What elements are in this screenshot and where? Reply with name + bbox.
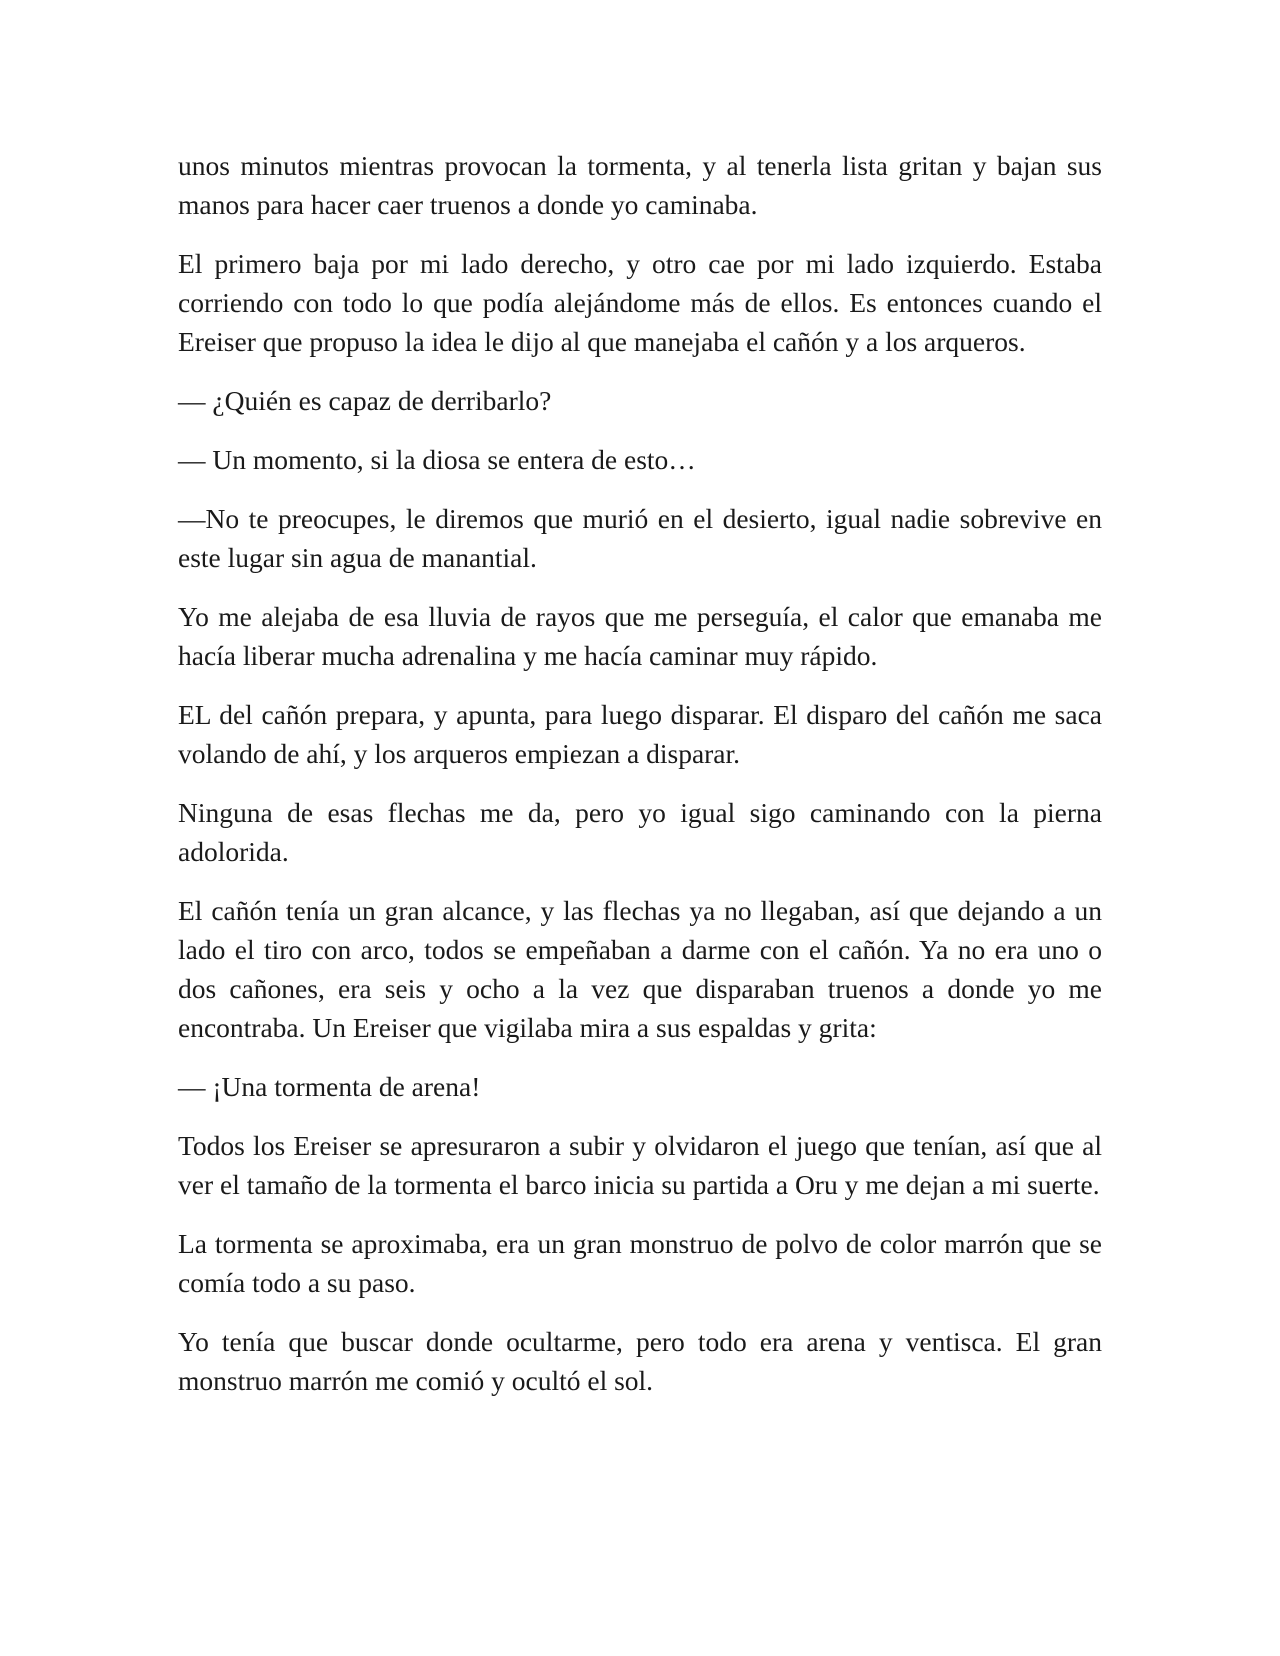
paragraph: El primero baja por mi lado derecho, y otro cae por mi lado izquierdo. Estaba corriendo con todo lo que podía alejándome más de ellos. Es entonces cuando el Ereiser que propuso la idea le dijo al que manejaba el cañón y a los arqueros. — [178, 248, 1102, 357]
dialogue-line: — ¡Una tormenta de arena! — [178, 1071, 481, 1102]
dialogue-line: — ¿Quién es capaz de derribarlo? — [178, 385, 552, 416]
paragraph: Yo tenía que buscar donde ocultarme, pero todo era arena y ventisca. El gran monstruo marrón me comió y ocultó el sol. — [178, 1326, 1102, 1396]
paragraph: Yo me alejaba de esa lluvia de rayos que me perseguía, el calor que emanaba me hacía liberar mucha adrenalina y me hacía caminar muy rápido. — [178, 601, 1102, 671]
document-page — [178, 146, 1102, 1420]
paragraph: EL del cañón prepara, y apunta, para luego disparar. El disparo del cañón me saca volando de ahí, y los arqueros empiezan a disparar. — [178, 699, 1102, 769]
paragraph: unos minutos mientras provocan la tormenta, y al tenerla lista gritan y bajan sus manos para hacer caer truenos a donde yo caminaba. — [178, 150, 1102, 220]
dialogue-line: —No te preocupes, le diremos que murió en el desierto, igual nadie sobrevive en este lugar sin agua de manantial. — [178, 503, 1102, 573]
paragraph: Todos los Ereiser se apresuraron a subir y olvidaron el juego que tenían, así que al ver el tamaño de la tormenta el barco inicia su partida a Oru y me dejan a mi suerte. — [178, 1130, 1102, 1200]
dialogue-line: — Un momento, si la diosa se entera de esto… — [178, 444, 696, 475]
paragraph: La tormenta se aproximaba, era un gran monstruo de polvo de color marrón que se comía todo a su paso. — [178, 1228, 1102, 1298]
paragraph: El cañón tenía un gran alcance, y las flechas ya no llegaban, así que dejando a un lado el tiro con arco, todos se empeñaban a darme con el cañón. Ya no era uno o dos cañones, era seis y ocho a la vez que disparaban truenos a donde yo me encontraba. Un Ereiser que vigilaba mira a sus espaldas y grita: — [178, 895, 1102, 1043]
paragraph: Ninguna de esas flechas me da, pero yo igual sigo caminando con la pierna adolorida. — [178, 797, 1102, 867]
